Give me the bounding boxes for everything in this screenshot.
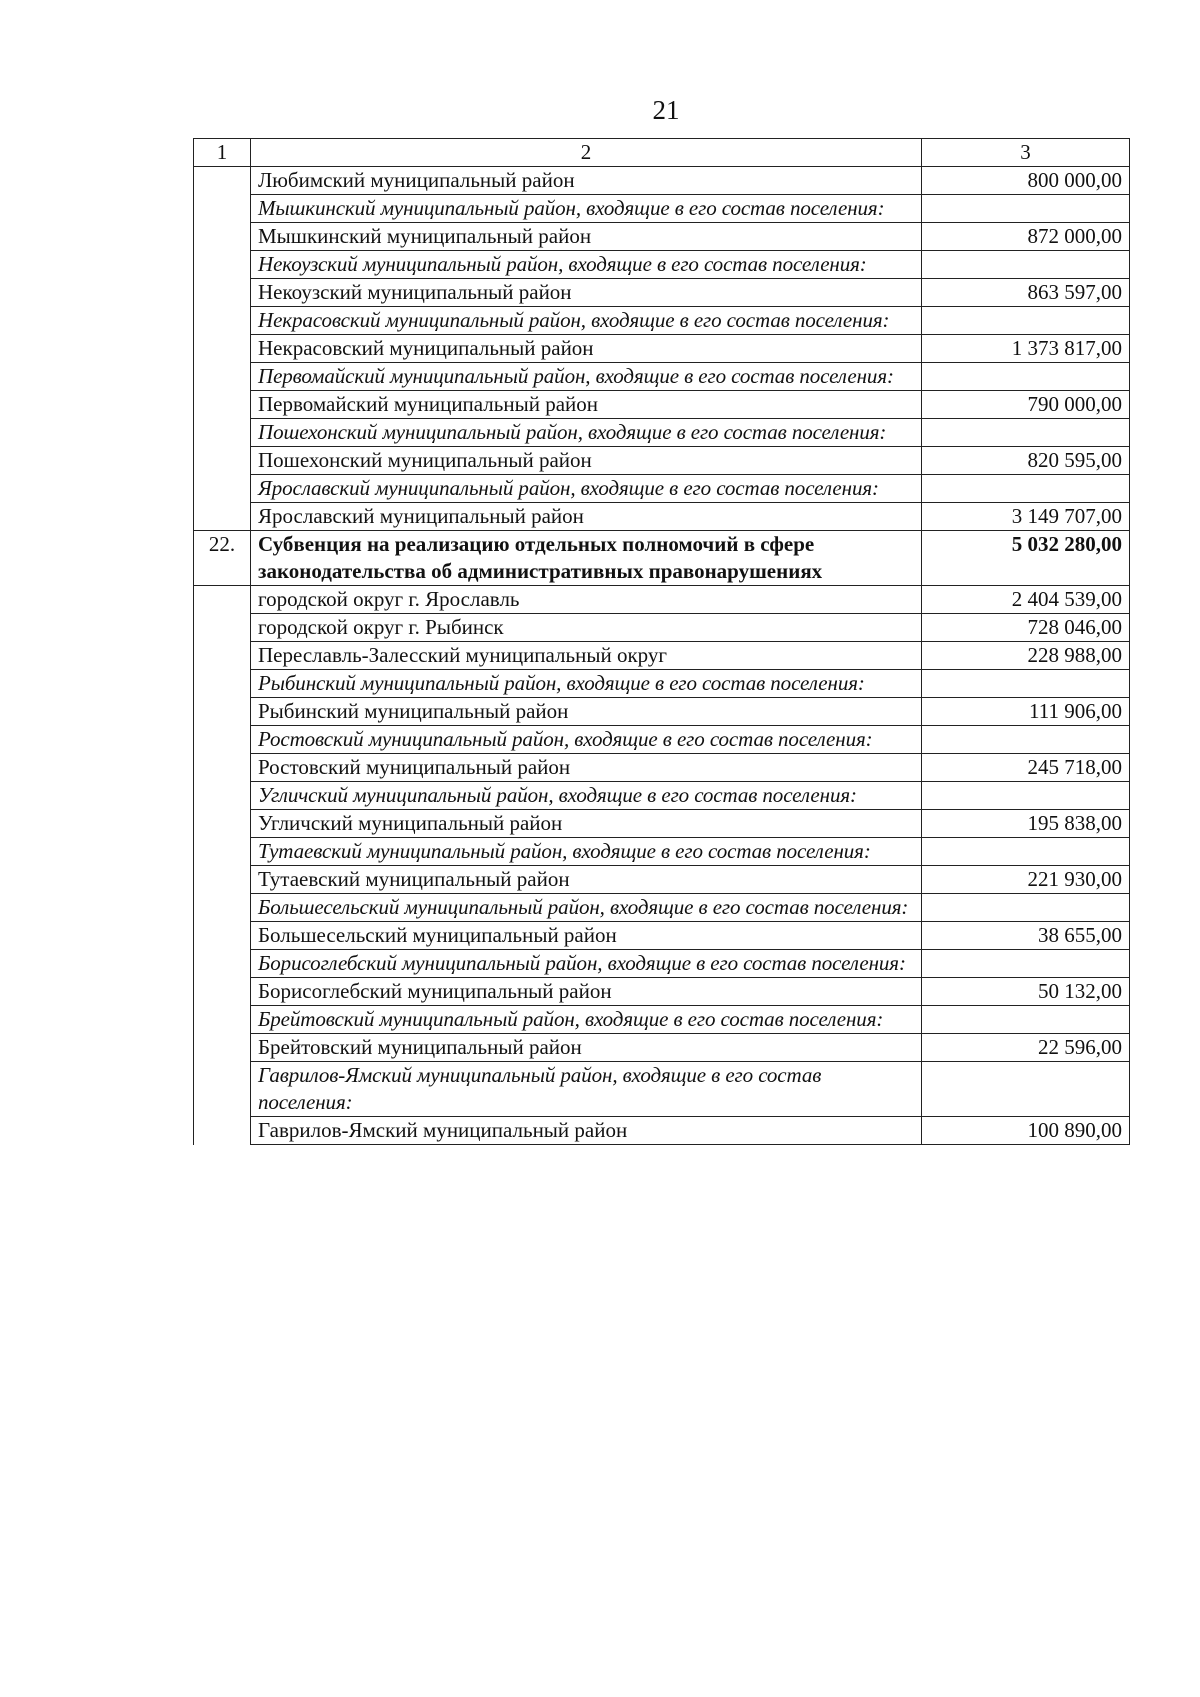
municipality-name: Ярославский муниципальный район	[251, 503, 922, 531]
group-label: Большесельский муниципальный район, входящие в его состав поселения:	[251, 894, 922, 922]
amount-cell: 221 930,00	[922, 866, 1130, 894]
table-row	[194, 531, 1130, 586]
amount-cell	[922, 475, 1130, 503]
amount-cell	[922, 195, 1130, 223]
amount-cell	[922, 838, 1130, 866]
section-title: Субвенция на реализацию отдельных полномочий в сфере законодательства об административных правонарушениях	[251, 531, 922, 586]
table-body	[194, 167, 1130, 1145]
municipality-name: Борисоглебский муниципальный район	[251, 978, 922, 1006]
group-label: Брейтовский муниципальный район, входящие в его состав поселения:	[251, 1006, 922, 1034]
group-label: Пошехонский муниципальный район, входящие в его состав поселения:	[251, 419, 922, 447]
amount-cell: 863 597,00	[922, 279, 1130, 307]
row-number	[194, 167, 251, 195]
row-number	[194, 922, 251, 950]
table-row	[194, 391, 1130, 419]
group-label: Угличский муниципальный район, входящие в его состав поселения:	[251, 782, 922, 810]
row-number	[194, 363, 251, 391]
municipality-name: Гаврилов-Ямский муниципальный район	[251, 1117, 922, 1145]
table-row	[194, 978, 1130, 1006]
table-row	[194, 614, 1130, 642]
table-row	[194, 251, 1130, 279]
amount-cell	[922, 307, 1130, 335]
amount-cell	[922, 419, 1130, 447]
group-label: Ярославский муниципальный район, входящие в его состав поселения:	[251, 475, 922, 503]
municipality-name: городской округ г. Рыбинск	[251, 614, 922, 642]
header-col-3: 3	[922, 139, 1130, 167]
table-row	[194, 195, 1130, 223]
row-number	[194, 754, 251, 782]
header-col-2: 2	[251, 139, 922, 167]
row-number	[194, 978, 251, 1006]
table-row	[194, 503, 1130, 531]
table-row	[194, 866, 1130, 894]
row-number	[194, 279, 251, 307]
row-number	[194, 503, 251, 531]
table-row	[194, 475, 1130, 503]
table-row	[194, 754, 1130, 782]
row-number	[194, 251, 251, 279]
amount-cell: 3 149 707,00	[922, 503, 1130, 531]
municipality-name: Некрасовский муниципальный район	[251, 335, 922, 363]
amount-cell: 728 046,00	[922, 614, 1130, 642]
row-number	[194, 1062, 251, 1117]
group-label: Некоузский муниципальный район, входящие в его состав поселения:	[251, 251, 922, 279]
row-number	[194, 670, 251, 698]
municipality-name: Рыбинский муниципальный район	[251, 698, 922, 726]
amount-cell: 5 032 280,00	[922, 531, 1130, 586]
amount-cell	[922, 670, 1130, 698]
amount-cell: 111 906,00	[922, 698, 1130, 726]
row-number	[194, 866, 251, 894]
amount-cell: 38 655,00	[922, 922, 1130, 950]
table-row	[194, 447, 1130, 475]
group-label: Первомайский муниципальный район, входящие в его состав поселения:	[251, 363, 922, 391]
amount-cell: 790 000,00	[922, 391, 1130, 419]
header-col-1: 1	[194, 139, 251, 167]
amount-cell: 228 988,00	[922, 642, 1130, 670]
municipality-name: городской округ г. Ярославль	[251, 586, 922, 614]
table-row	[194, 642, 1130, 670]
amount-cell: 800 000,00	[922, 167, 1130, 195]
table-row	[194, 586, 1130, 614]
municipality-name: Угличский муниципальный район	[251, 810, 922, 838]
amount-cell: 872 000,00	[922, 223, 1130, 251]
row-number	[194, 782, 251, 810]
row-number	[194, 1117, 251, 1145]
municipality-name: Большесельский муниципальный район	[251, 922, 922, 950]
row-number	[194, 726, 251, 754]
table-row	[194, 363, 1130, 391]
row-number	[194, 1006, 251, 1034]
group-label: Тутаевский муниципальный район, входящие в его состав поселения:	[251, 838, 922, 866]
amount-cell: 50 132,00	[922, 978, 1130, 1006]
amount-cell: 1 373 817,00	[922, 335, 1130, 363]
amount-cell	[922, 950, 1130, 978]
municipality-name: Мышкинский муниципальный район	[251, 223, 922, 251]
table-row	[194, 1062, 1130, 1117]
amount-cell	[922, 726, 1130, 754]
group-label: Рыбинский муниципальный район, входящие в его состав поселения:	[251, 670, 922, 698]
table-row	[194, 223, 1130, 251]
amount-cell: 100 890,00	[922, 1117, 1130, 1145]
group-label: Некрасовский муниципальный район, входящие в его состав поселения:	[251, 307, 922, 335]
row-number	[194, 307, 251, 335]
row-number	[194, 894, 251, 922]
row-number	[194, 586, 251, 614]
amount-cell: 22 596,00	[922, 1034, 1130, 1062]
municipality-name: Тутаевский муниципальный район	[251, 866, 922, 894]
table-row	[194, 838, 1130, 866]
row-number	[194, 810, 251, 838]
amount-cell	[922, 1006, 1130, 1034]
group-label: Гаврилов-Ямский муниципальный район, входящие в его состав поселения:	[251, 1062, 922, 1117]
row-number	[194, 950, 251, 978]
amount-cell	[922, 782, 1130, 810]
municipality-name: Пошехонский муниципальный район	[251, 447, 922, 475]
table-row	[194, 1006, 1130, 1034]
municipality-name: Любимский муниципальный район	[251, 167, 922, 195]
amount-cell	[922, 363, 1130, 391]
row-number	[194, 419, 251, 447]
amount-cell: 195 838,00	[922, 810, 1130, 838]
municipality-name: Ростовский муниципальный район	[251, 754, 922, 782]
amount-cell	[922, 251, 1130, 279]
table-row	[194, 950, 1130, 978]
table-row	[194, 419, 1130, 447]
budget-table	[193, 138, 1130, 1145]
table-row	[194, 782, 1130, 810]
amount-cell: 245 718,00	[922, 754, 1130, 782]
table-row	[194, 279, 1130, 307]
row-number	[194, 223, 251, 251]
group-label: Ростовский муниципальный район, входящие в его состав поселения:	[251, 726, 922, 754]
table-row	[194, 1117, 1130, 1145]
row-number	[194, 614, 251, 642]
row-number	[194, 335, 251, 363]
table-row	[194, 698, 1130, 726]
row-number	[194, 475, 251, 503]
amount-cell	[922, 894, 1130, 922]
table-row	[194, 307, 1130, 335]
row-number	[194, 698, 251, 726]
table-row	[194, 726, 1130, 754]
page-number: 21	[652, 95, 680, 125]
table-row	[194, 670, 1130, 698]
row-number: 22.	[194, 531, 251, 586]
row-number	[194, 642, 251, 670]
amount-cell: 2 404 539,00	[922, 586, 1130, 614]
table-header-row	[194, 139, 1130, 167]
municipality-name: Первомайский муниципальный район	[251, 391, 922, 419]
row-number	[194, 838, 251, 866]
amount-cell	[922, 1062, 1130, 1117]
table-row	[194, 894, 1130, 922]
group-label: Мышкинский муниципальный район, входящие в его состав поселения:	[251, 195, 922, 223]
municipality-name: Некоузский муниципальный район	[251, 279, 922, 307]
table-row	[194, 335, 1130, 363]
row-number	[194, 1034, 251, 1062]
municipality-name: Брейтовский муниципальный район	[251, 1034, 922, 1062]
row-number	[194, 391, 251, 419]
table-row	[194, 1034, 1130, 1062]
amount-cell: 820 595,00	[922, 447, 1130, 475]
table-row	[194, 167, 1130, 195]
municipality-name: Переславль-Залесский муниципальный округ	[251, 642, 922, 670]
table-row	[194, 810, 1130, 838]
table-row	[194, 922, 1130, 950]
row-number	[194, 447, 251, 475]
row-number	[194, 195, 251, 223]
group-label: Борисоглебский муниципальный район, входящие в его состав поселения:	[251, 950, 922, 978]
